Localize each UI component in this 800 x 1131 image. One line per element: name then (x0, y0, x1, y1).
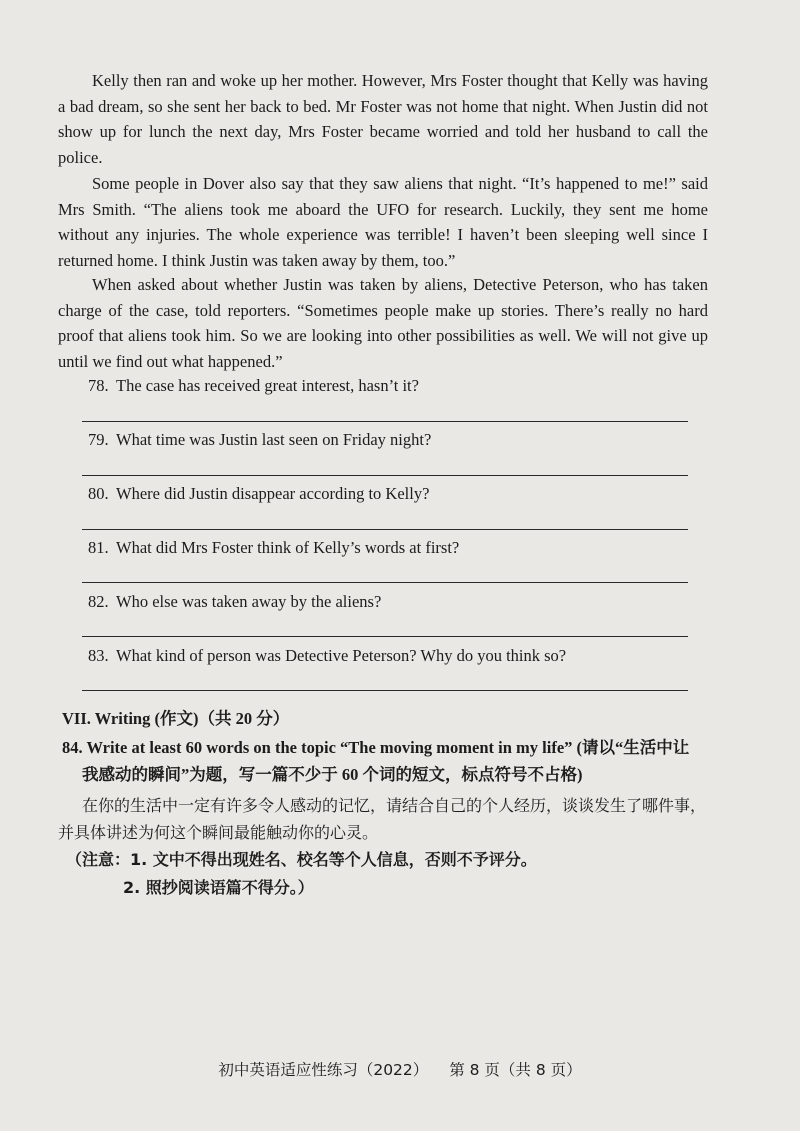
writing-instruction: 在你的生活中一定有许多令人感动的记忆，请结合自己的个人经历，谈谈发生了哪件事，并具体讲述为何这个瞬间最能触动你的心灵。 (58, 796, 707, 842)
footer-title: 初中英语适应性练习（2022） (218, 1061, 429, 1079)
writing-note-2: 2. 照抄阅读语篇不得分。） (123, 878, 314, 897)
answer-line-82[interactable] (82, 636, 688, 637)
question-83: 83. What kind of person was Detective Peterson? Why do you think so? (88, 646, 567, 665)
writing-note-1: （注意：1. 文中不得出现姓名、校名等个人信息，否则不予评分。 (66, 850, 537, 869)
answer-line-79[interactable] (82, 475, 688, 476)
passage-paragraph-1: Kelly then ran and woke up her mother. However, Mrs Foster thought that Kelly was having a bad dream, so she sent her back to bed. Mr Foster was not home that night. When Justin did not show up for lunch the next day, Mrs Foster became worried and told her husband to call the police. (58, 71, 708, 167)
question-82: 82. Who else was taken away by the aliens? (88, 592, 382, 611)
writing-section-heading: VII. Writing (作文)（共 20 分） (62, 709, 290, 728)
footer-page-number: 第 8 页（共 8 页） (449, 1061, 582, 1079)
question-80: 80. Where did Justin disappear according to Kelly? (88, 484, 430, 503)
answer-line-83[interactable] (82, 690, 688, 691)
answer-line-81[interactable] (82, 582, 688, 583)
passage-paragraph-3: When asked about whether Justin was taken by aliens, Detective Peterson, who has taken charge of the case, told reporters. “Sometimes people make up stories. There’s really no hard proof that aliens took him. So we are looking into other possibilities as well. We will not give up until we find out what happened.” (58, 275, 708, 371)
writing-task-line-1: 84. Write at least 60 words on the topic “The moving moment in my life” (请以“生活中让 (62, 738, 690, 757)
page-footer (0, 1058, 800, 1080)
answer-line-78[interactable] (82, 421, 688, 422)
question-79: 79. What time was Justin last seen on Friday night? (88, 430, 432, 449)
question-81: 81. What did Mrs Foster think of Kelly’s words at first? (88, 538, 460, 557)
writing-task (62, 734, 712, 788)
answer-line-80[interactable] (82, 529, 688, 530)
writing-task-line-2: 我感动的瞬间”为题，写一篇不少于 60 个词的短文，标点符号不占格) (82, 765, 583, 784)
passage-paragraph-2: Some people in Dover also say that they saw aliens that night. “It’s happened to me!” said Mrs Smith. “The aliens took me aboard the UFO for research. Luckily, they sent me home without any injuries. The whole experience was terrible! I haven’t been sleeping well since I returned home. I think Justin was taken away by them, too.” (58, 174, 708, 270)
question-78: 78. The case has received great interest, hasn’t it? (88, 376, 419, 395)
